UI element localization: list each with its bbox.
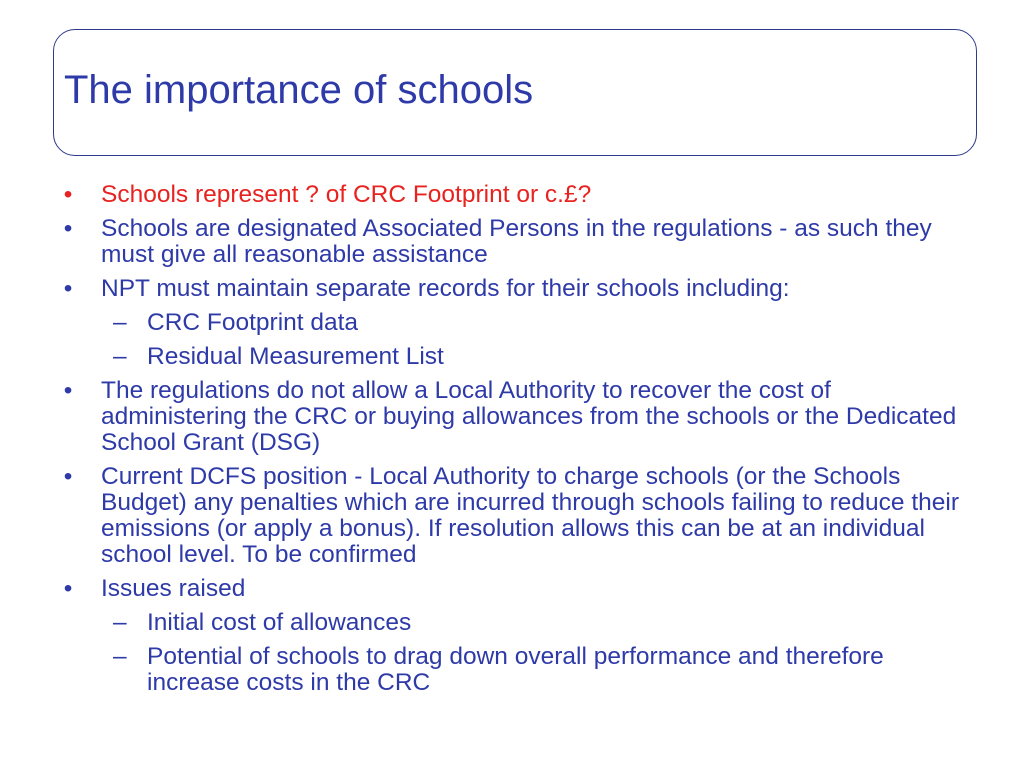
bullet-text: Schools are designated Associated Persons in the regulations - as such they must give all reasonable assistance — [101, 215, 932, 268]
title-frame — [53, 29, 977, 156]
bullet-item-separate-records — [58, 276, 968, 370]
sub-bullet-list — [101, 310, 968, 370]
slide-title: The importance of schools — [64, 68, 534, 112]
bullet-icon: • — [63, 463, 73, 490]
bullet-icon: • — [63, 181, 73, 208]
sub-bullet-item — [101, 644, 968, 696]
bullet-list — [58, 182, 968, 696]
dash-icon: – — [113, 343, 127, 370]
sub-bullet-item — [101, 344, 968, 370]
sub-bullet-text: CRC Footprint data — [147, 309, 359, 336]
sub-bullet-item — [101, 610, 968, 636]
bullet-text: The regulations do not allow a Local Authority to recover the cost of administering the CRC or buying allowances from the schools or the Dedicated School Grant (DSG) — [101, 377, 957, 456]
bullet-text: NPT must maintain separate records for their schools including: — [101, 275, 790, 302]
dash-icon: – — [113, 309, 127, 336]
sub-bullet-item — [101, 310, 968, 336]
sub-bullet-text: Residual Measurement List — [147, 343, 444, 370]
bullet-text: Current DCFS position - Local Authority to charge schools (or the Schools Budget) any penalties which are incurred through schools failing to reduce their emissions (or apply a bonus). If resolution allows this can be at an individual school level. To be confirmed — [101, 463, 960, 568]
bullet-item-schools-share — [58, 182, 968, 208]
sub-bullet-text: Initial cost of allowances — [147, 609, 412, 636]
sub-bullet-list — [101, 610, 968, 696]
bullet-text: Schools represent ? of CRC Footprint or c.£? — [101, 181, 592, 208]
bullet-icon: • — [63, 275, 73, 302]
bullet-icon: • — [63, 377, 73, 404]
dash-icon: – — [113, 609, 127, 636]
bullet-item-dcfs-position — [58, 464, 968, 568]
bullet-icon: • — [63, 215, 73, 242]
slide-body — [58, 182, 968, 704]
bullet-icon: • — [63, 575, 73, 602]
sub-bullet-text: Potential of schools to drag down overall performance and therefore increase costs in the CRC — [147, 643, 884, 696]
bullet-text: Issues raised — [101, 575, 246, 602]
bullet-item-issues-raised — [58, 576, 968, 696]
dash-icon: – — [113, 643, 127, 670]
bullet-item-associated-persons — [58, 216, 968, 268]
bullet-item-regulations — [58, 378, 968, 456]
